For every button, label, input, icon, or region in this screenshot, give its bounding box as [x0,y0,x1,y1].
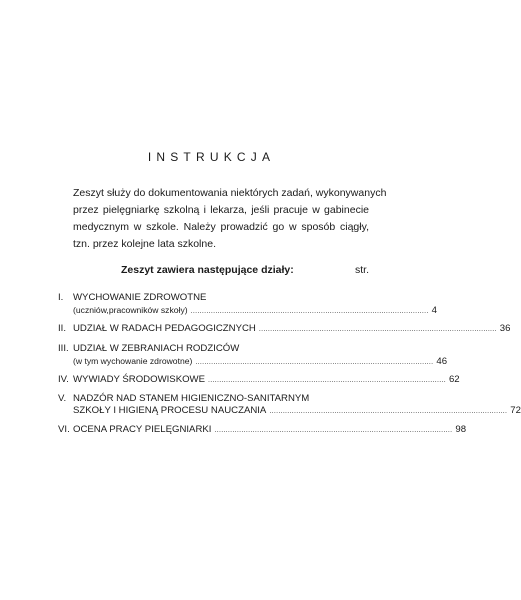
toc-entry-title: WYCHOWANIE ZDROWOTNE [73,292,207,303]
intro-line: tzn. przez kolejne lata szkolne. [73,238,216,250]
toc-entry-number: V. [58,393,67,404]
toc-entry-title: OCENA PRACY PIELĘGNIARKI [73,424,212,435]
toc-entry-title: UDZIAŁ W ZEBRANIACH RODZICÓW [73,343,240,354]
toc-entry-subtitle: (w tym wychowanie zdrowotne) [73,356,193,366]
toc-entry-page: 72 [510,405,521,416]
dot-leader: .......................................................................................................... [258,326,497,333]
intro-line: medycznym w szkole. Należy prowadzić go w sposób ciągły, [73,221,369,233]
dot-leader: .......................................................................................................... [269,408,508,415]
dot-leader: .......................................................................................................... [195,359,434,366]
dot-leader: .......................................................................................................... [214,427,453,434]
page-column-label: str. [354,264,369,276]
dot-leader: .......................................................................................................... [190,308,429,315]
toc-entry-title: NADZÓR NAD STANEM HIGIENICZNO-SANITARNYM [73,393,310,404]
toc-entry-title: UDZIAŁ W RADACH PEDAGOGICZNYCH [73,323,256,334]
toc-entry-number: II. [58,323,66,334]
toc-entry-page: 4 [431,305,437,316]
toc-entry-page: 36 [499,323,511,334]
dot-leader: .......................................................................................................... [208,377,446,384]
toc-entry-subtitle: SZKOŁY I HIGIENĄ PROCESU NAUCZANIA [73,405,267,416]
intro-line: przez pielęgniarkę szkolną i lekarza, jeśli pracuje w gabinecie [73,204,369,216]
toc-entry-number: III. [58,343,69,354]
toc-heading: Zeszyt zawiera następujące działy: [121,264,294,276]
toc-entry-page: 62 [448,374,460,385]
page-title: INSTRUKCJA [147,150,276,164]
toc-entry-number: IV. [58,374,69,385]
toc-entry-number: I. [58,292,64,303]
intro-paragraph [73,185,387,253]
intro-line: Zeszyt służy do dokumentowania niektórych zadań, wykonywanych [73,187,387,199]
toc-entry-page: 98 [455,424,467,435]
toc-entry-number: VI. [58,424,70,435]
toc-entry-title: WYWIADY ŚRODOWISKOWE [73,374,206,385]
toc-entry-subtitle: (uczniów,pracowników szkoły) [73,305,188,315]
toc-entry-page: 46 [436,356,448,367]
